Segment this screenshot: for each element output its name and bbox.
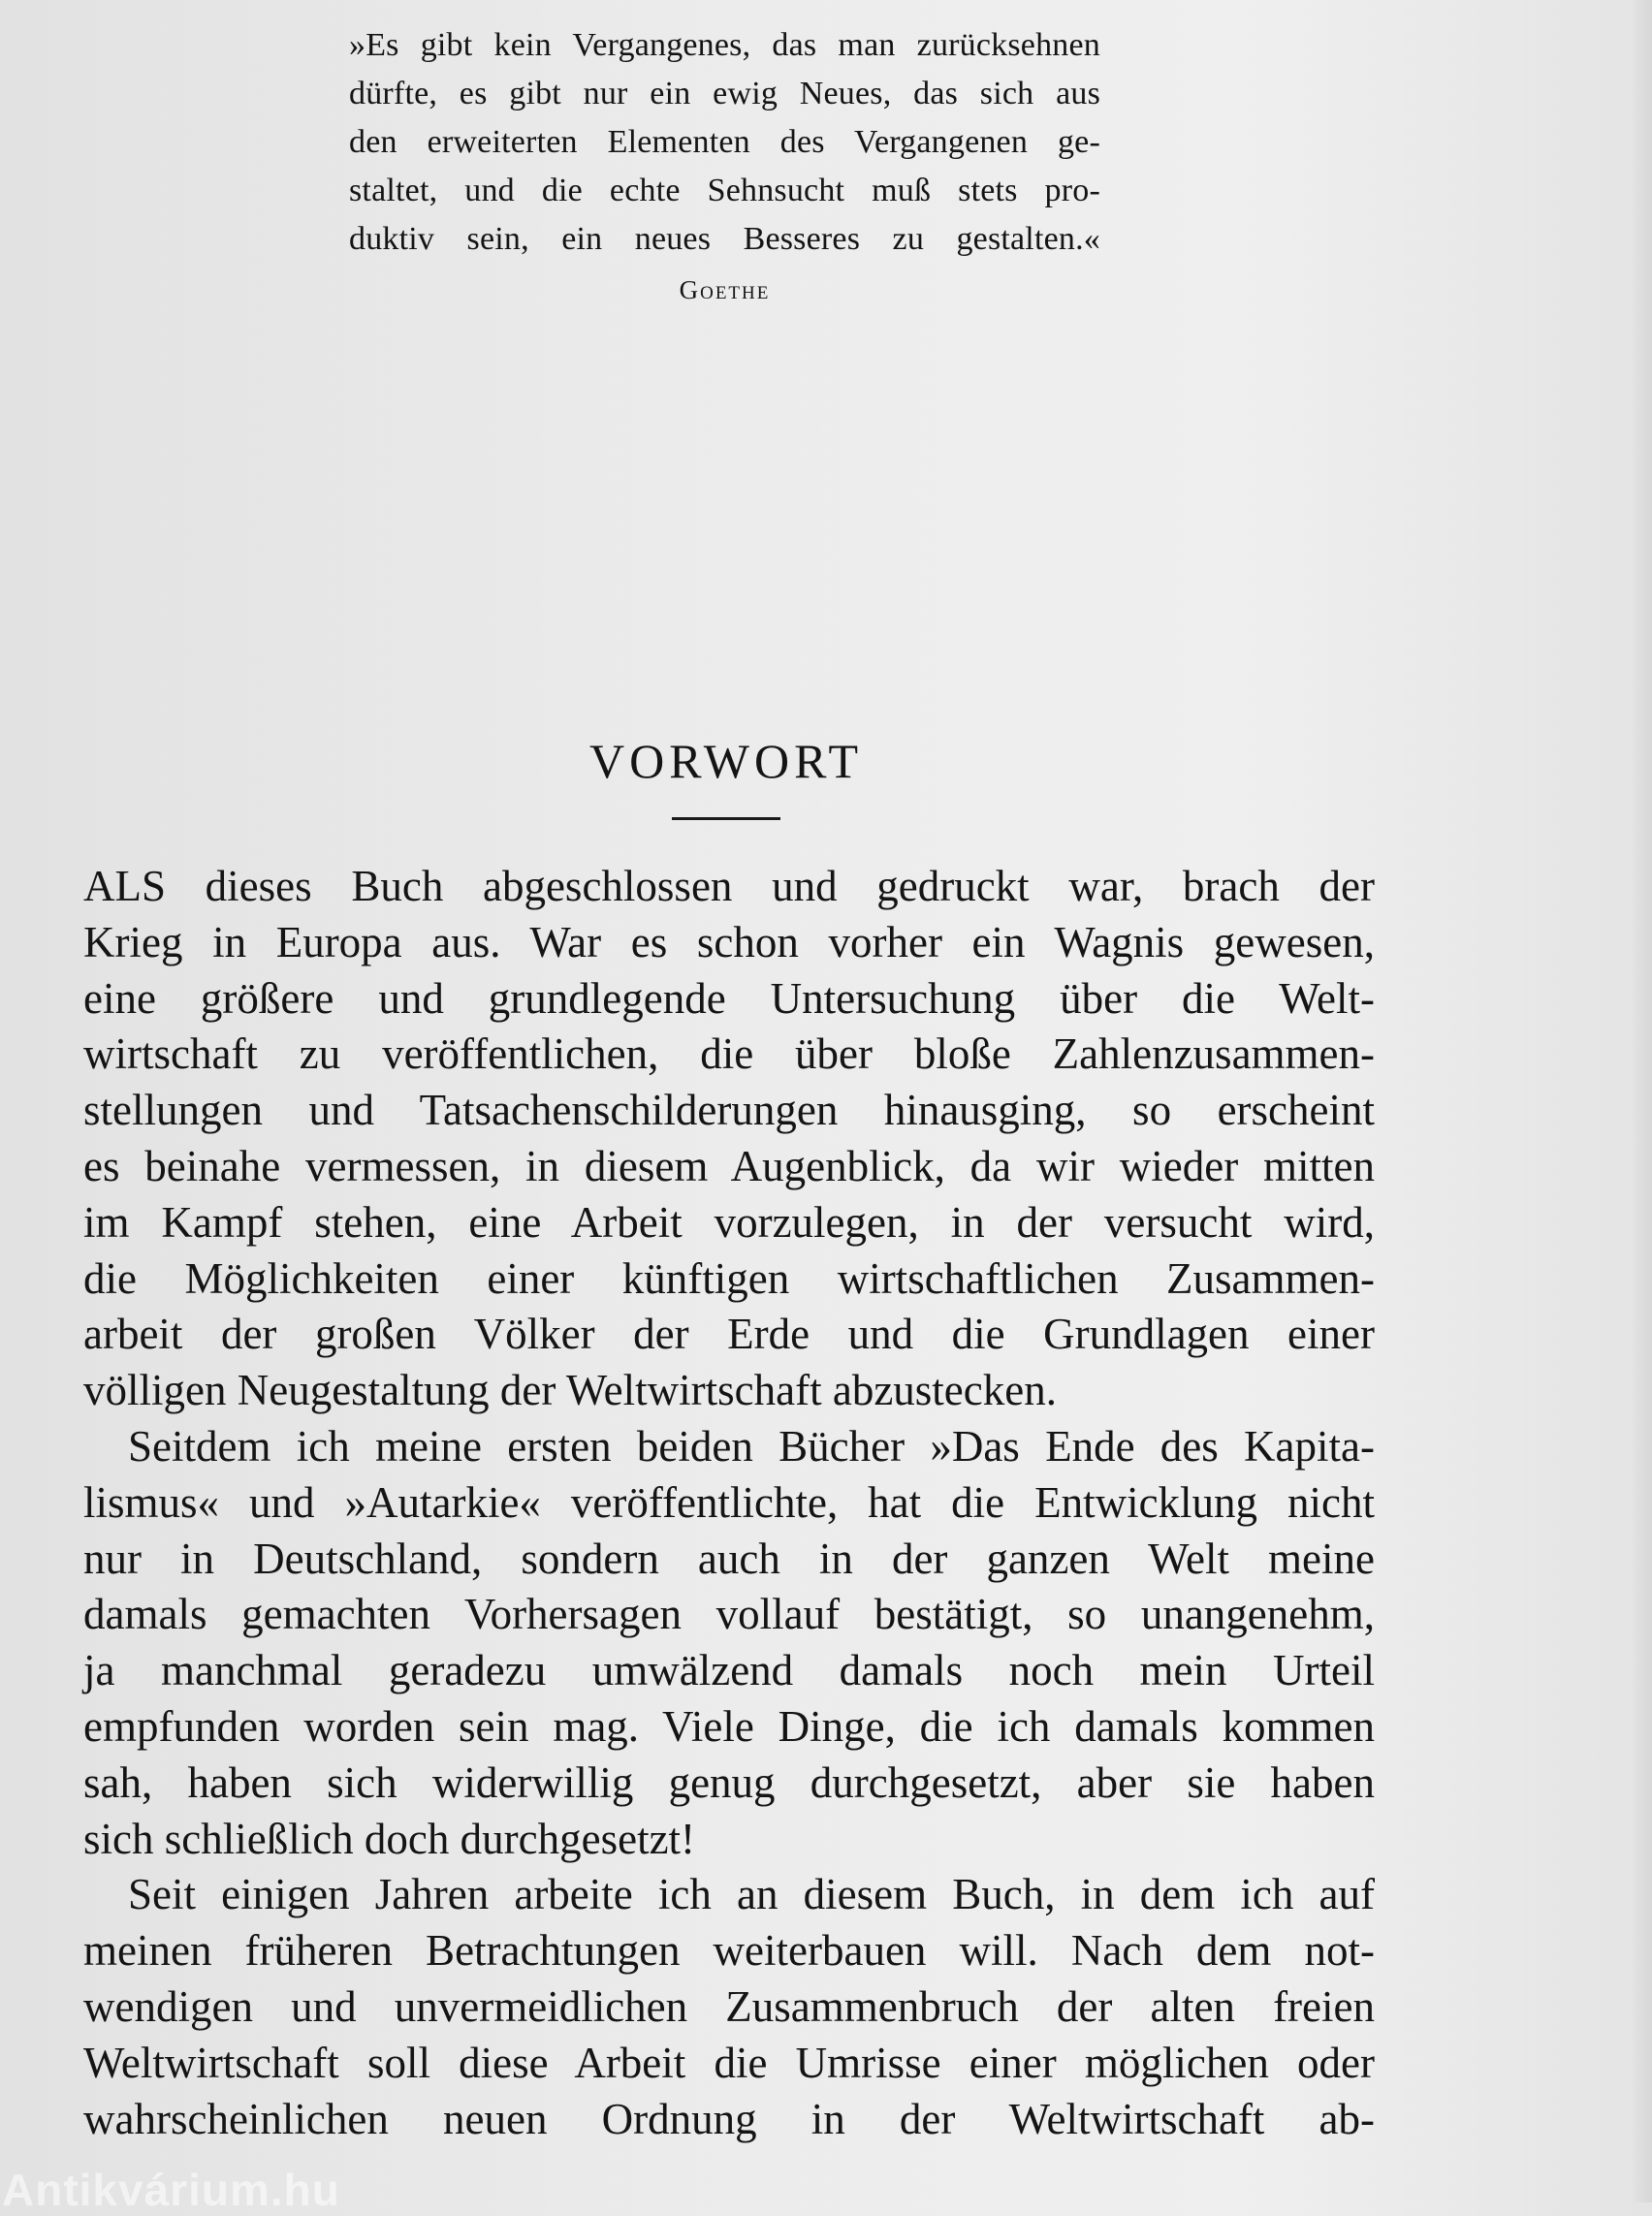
body-line: die Möglichkeiten einer künftigen wirtschaftlichen Zusammen- (83, 1253, 1375, 1303)
body-line: Krieg in Europa aus. War es schon vorher ein Wagnis gewesen, (83, 917, 1375, 966)
body-line: Weltwirtschaft soll diese Arbeit die Umrisse einer möglichen oder (83, 2038, 1375, 2087)
body-line: damals gemachten Vorhersagen vollauf bestätigt, so unangenehm, (83, 1590, 1375, 1639)
body-line: empfunden worden sein mag. Viele Dinge, die ich damals kommen (83, 1701, 1375, 1751)
body-line: es beinahe vermessen, in diesem Augenblick, da wir wieder mitten (83, 1141, 1375, 1190)
body-line: Seitdem ich meine ersten beiden Bücher »Das Ende des Kapita- (128, 1421, 1375, 1471)
epigraph-attribution: Goethe (679, 275, 771, 304)
body-line: meinen früheren Betrachtungen weiterbauen will. Nach dem not- (83, 1926, 1375, 1976)
body-line: völligen Neugestaltung der Weltwirtschaft abzustecken. (83, 1366, 1057, 1415)
epigraph-line: dürfte, es gibt nur ein ewig Neues, das sich aus (349, 76, 1100, 111)
epigraph-line: staltet, und die echte Sehnsucht muß stets pro- (349, 173, 1100, 208)
foreword-body (83, 859, 1375, 2147)
heading-rule-divider (672, 817, 780, 820)
body-line: sah, haben sich widerwillig genug durchgesetzt, aber sie haben (83, 1757, 1375, 1807)
body-line: arbeit der großen Völker der Erde und die Grundlagen einer (83, 1310, 1375, 1359)
body-line: lismus« und »Autarkie« veröffentlichte, hat die Entwicklung nicht (83, 1477, 1375, 1527)
body-line: im Kampf stehen, eine Arbeit vorzulegen, in der versucht wird, (83, 1197, 1375, 1247)
body-line: ja manchmal geradezu umwälzend damals noch mein Urteil (83, 1646, 1375, 1695)
body-line: Seit einigen Jahren arbeite ich an diesem Buch, in dem ich auf (128, 1870, 1375, 1919)
body-line: sich schließlich doch durchgesetzt! (83, 1814, 696, 1863)
page-edge-shadow (1631, 0, 1652, 2202)
body-line: wirtschaft zu veröffentlichen, die über bloße Zahlenzusammen- (83, 1029, 1375, 1079)
body-line: eine größere und grundlegende Untersuchung über die Welt- (83, 973, 1375, 1023)
epigraph-line: duktiv sein, ein neues Besseres zu gestalten.« (349, 221, 1100, 257)
body-line: nur in Deutschland, sondern auch in der ganzen Welt meine (83, 1534, 1375, 1583)
body-line: wahrscheinlichen neuen Ordnung in der Weltwirtschaft ab- (83, 2094, 1375, 2143)
body-line: wendigen und unvermeidlichen Zusammenbruch der alten freien (83, 1981, 1375, 2031)
epigraph-line: den erweiterten Elementen des Vergangenen ge- (349, 124, 1100, 160)
chapter-heading: VORWORT (589, 734, 863, 788)
body-line: ALS dieses Buch abgeschlossen und gedruckt war, brach der (83, 862, 1375, 910)
watermark: Antikvárium.hu (2, 2165, 340, 2215)
epigraph-quote (349, 21, 1100, 264)
epigraph-line: »Es gibt kein Vergangenes, das man zurücksehnen (349, 27, 1100, 63)
body-line: stellungen und Tatsachenschilderungen hinausging, so erscheint (83, 1086, 1375, 1135)
